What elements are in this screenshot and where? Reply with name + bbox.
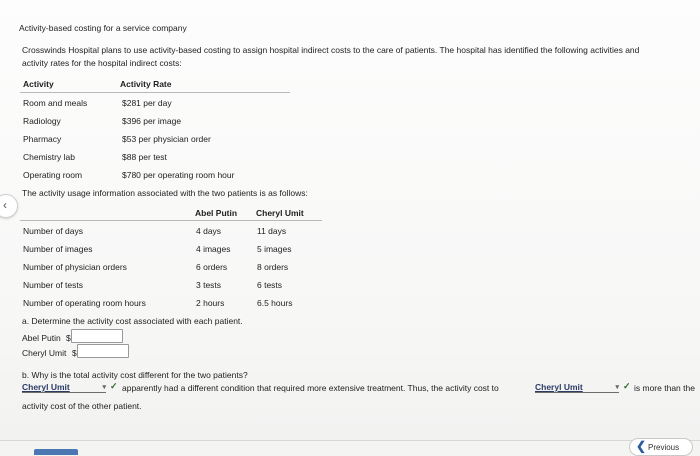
checkmark-icon: ✓ bbox=[110, 381, 118, 391]
rates-row-rate: $281 per day bbox=[122, 98, 172, 108]
usage-header-cheryl: Cheryl Umit bbox=[256, 208, 304, 218]
cheryl-cost-label: Cheryl Umit bbox=[22, 348, 67, 358]
abel-currency-symbol: $ bbox=[66, 333, 71, 343]
usage-row-abel: 4 images bbox=[196, 244, 231, 254]
rates-row-rate: $396 per image bbox=[122, 116, 182, 126]
rates-row-activity: Room and meals bbox=[23, 98, 88, 108]
rates-row-activity: Operating room bbox=[23, 170, 83, 180]
chevron-down-icon: ▾ bbox=[102, 384, 106, 391]
usage-row-abel: 3 tests bbox=[196, 280, 222, 290]
usage-row-abel: 2 hours bbox=[196, 298, 225, 308]
rates-header-divider bbox=[20, 92, 290, 93]
usage-row-label: Number of physician orders bbox=[23, 262, 127, 272]
usage-row-cheryl: 11 days bbox=[257, 226, 287, 236]
part-b-answer-text-3: activity cost of the other patient. bbox=[22, 401, 142, 411]
chevron-left-icon: ‹ bbox=[3, 198, 7, 212]
bottom-toolbar bbox=[0, 440, 700, 456]
chevron-left-icon: ❮ bbox=[636, 439, 647, 453]
usage-header-abel: Abel Putin bbox=[195, 208, 238, 218]
part-b-answer-text: apparently had a different condition that required more extensive treatment. Thus, the activity cost to bbox=[122, 383, 499, 393]
part-b-answer-text-2: is more than the bbox=[634, 383, 695, 393]
rates-header-rate: Activity Rate bbox=[120, 79, 172, 89]
usage-row-label: Number of days bbox=[23, 226, 83, 236]
intro-text-line1: Crosswinds Hospital plans to use activity-based costing to assign hospital indirect costs to the care of patients. The hospital has identified the following activities and bbox=[22, 45, 640, 55]
rates-row-activity: Chemistry lab bbox=[23, 152, 75, 162]
abel-cost-label: Abel Putin bbox=[22, 333, 61, 343]
page-title: Activity-based costing for a service company bbox=[19, 23, 187, 33]
usage-row-abel: 4 days bbox=[196, 226, 222, 236]
cheryl-cost-input[interactable] bbox=[77, 344, 129, 358]
chevron-down-icon: ▾ bbox=[615, 384, 619, 391]
usage-header-divider bbox=[20, 220, 322, 221]
usage-row-label: Number of images bbox=[23, 244, 93, 254]
cheryl-currency-symbol: $ bbox=[72, 348, 77, 358]
usage-row-abel: 6 orders bbox=[196, 262, 228, 272]
previous-button[interactable] bbox=[629, 438, 693, 456]
usage-row-cheryl: 6 tests bbox=[257, 280, 283, 290]
rates-row-rate: $53 per physician order bbox=[122, 134, 211, 144]
usage-row-cheryl: 5 images bbox=[257, 244, 292, 254]
patient-dropdown-2[interactable] bbox=[535, 382, 619, 393]
part-b-question: b. Why is the total activity cost different for the two patients? bbox=[22, 370, 248, 380]
dropdown-1-value: Cheryl Umit bbox=[22, 382, 70, 392]
usage-intro-text: The activity usage information associated with the two patients is as follows: bbox=[22, 188, 308, 198]
intro-text-line2: activity rates for the hospital indirect costs: bbox=[22, 58, 182, 68]
dropdown-2-value: Cheryl Umit bbox=[535, 382, 583, 392]
usage-row-label: Number of operating room hours bbox=[23, 298, 146, 308]
usage-row-cheryl: 8 orders bbox=[257, 262, 289, 272]
rates-row-rate: $780 per operating room hour bbox=[122, 170, 235, 180]
rates-row-rate: $88 per test bbox=[122, 152, 167, 162]
rates-header-activity: Activity bbox=[23, 79, 54, 89]
submit-button[interactable] bbox=[34, 449, 78, 455]
usage-row-cheryl: 6.5 hours bbox=[257, 298, 293, 308]
previous-button-label: Previous bbox=[648, 443, 680, 452]
rates-row-activity: Pharmacy bbox=[23, 134, 62, 144]
usage-row-label: Number of tests bbox=[23, 280, 83, 290]
part-a-question: a. Determine the activity cost associated with each patient. bbox=[22, 316, 243, 326]
back-arrow-button[interactable] bbox=[0, 194, 18, 218]
patient-dropdown-1[interactable] bbox=[22, 382, 106, 393]
checkmark-icon: ✓ bbox=[623, 381, 631, 391]
abel-cost-input[interactable] bbox=[71, 329, 123, 343]
rates-row-activity: Radiology bbox=[23, 116, 61, 126]
